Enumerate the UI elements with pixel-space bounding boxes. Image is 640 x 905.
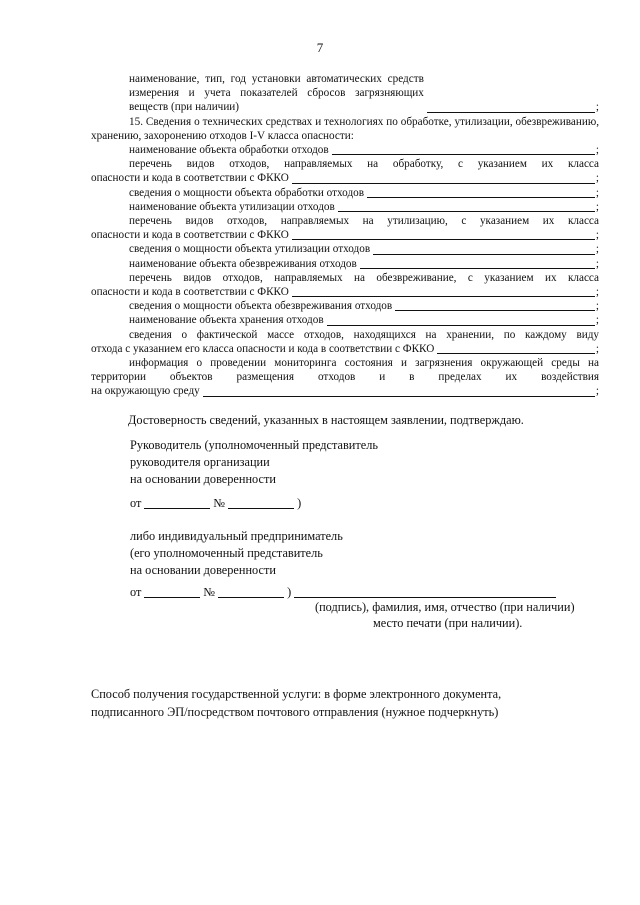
poa-number-blank[interactable] [228,496,294,509]
storage-object-name-label: наименование объекта хранения отходов [129,314,324,327]
signer-organization-line-3: на основании доверенности [130,472,276,486]
from-label: от [130,496,142,510]
utilization-object-name-field[interactable] [91,200,599,214]
neutralization-object-name-blank[interactable] [360,257,595,269]
signature-caption: (подпись), фамилия, имя, отчество (при наличии) [315,600,575,614]
signature-name-blank[interactable] [294,585,556,598]
processing-capacity-blank[interactable] [367,186,595,198]
poa-date-blank[interactable] [144,496,210,509]
terminator: ; [595,385,599,398]
processing-waste-list-blank[interactable] [292,172,595,184]
utilization-waste-list-label-cont: опасности и кода в соответствии с ФККО [91,229,289,242]
signer-organization-block [130,437,378,488]
storage-object-name-field[interactable] [91,313,599,327]
terminator: ; [595,229,599,242]
close-paren: ) [297,496,302,510]
neutralization-waste-list-label: перечень видов отходов, направляемых на обезвреживание, с указанием их класса [129,271,599,284]
terminator: ; [595,144,599,157]
processing-object-name-field[interactable] [91,143,599,157]
utilization-object-name-blank[interactable] [338,200,595,212]
neutralization-object-name-field[interactable] [91,257,599,271]
close-paren: ) [287,585,292,599]
terminator: ; [595,243,599,256]
utilization-capacity-field[interactable] [91,242,599,256]
processing-object-name-label: наименование объекта обработки отходов [129,144,329,157]
processing-capacity-field[interactable] [91,186,599,200]
utilization-waste-list-field[interactable] [91,228,599,242]
processing-capacity-label: сведения о мощности объекта обработки отходов [129,186,365,199]
confirmation-statement: Достоверность сведений, указанных в настоящем заявлении, подтверждаю. [128,413,524,427]
utilization-capacity-blank[interactable] [373,243,595,255]
storage-mass-field[interactable] [91,342,599,356]
neutralization-waste-list-field[interactable] [91,285,599,299]
neutralization-capacity-field[interactable] [91,299,599,313]
storage-object-name-blank[interactable] [327,314,595,326]
terminator: ; [595,186,599,199]
number-sign: № [203,585,216,599]
signer-entrepreneur-block [130,528,343,579]
monitoring-blank[interactable] [203,385,595,397]
number-sign: № [213,496,226,510]
from-label: от [130,585,142,599]
processing-waste-list-label: перечень видов отходов, направляемых на обработку, с указанием их класса [129,158,599,171]
monitoring-label-cont: на окружающую среду [91,385,200,398]
power-of-attorney-entrepreneur[interactable] [130,585,559,600]
delivery-method-line-2: подписанного ЭП/посредством почтового отправления (нужное подчеркнуть) [91,704,499,719]
neutralization-object-name-label: наименование объекта обезвреживания отходов [129,257,357,270]
processing-waste-list-field[interactable] [91,171,599,185]
utilization-object-name-label: наименование объекта утилизации отходов [129,200,335,213]
signer-organization-line-2: руководителя организации [130,455,270,469]
terminator: ; [595,314,599,327]
delivery-method [91,686,501,721]
neutralization-waste-list-blank[interactable] [292,285,595,297]
automatic-meters-blank[interactable] [427,101,595,113]
monitoring-field[interactable] [91,384,599,398]
storage-mass-blank[interactable] [437,342,595,354]
terminator: ; [595,286,599,299]
utilization-waste-list-label: перечень видов отходов, направляемых на утилизацию, с указанием их класса [129,215,599,228]
page-number: 7 [316,40,324,55]
automatic-meters-field[interactable] [91,72,599,115]
terminator: ; [595,200,599,213]
signer-organization-line-1: Руководитель (уполномоченный представитель [130,438,378,452]
storage-mass-label-cont: отхода с указанием его класса опасности и кода в соответствии с ФККО [91,342,435,355]
automatic-meters-label: наименование, тип, год установки автоматических средств измерения и учета показателей сбросов загрязняющих веществ (при наличии) [129,73,424,114]
terminator: ; [595,257,599,270]
neutralization-capacity-label: сведения о мощности объекта обезвреживания отходов [129,300,393,313]
section-15-heading: 15. Сведения о технических средствах и технологиях по обработке, утилизации, обезвреживанию, хранению, захоронению отходов I-V класса опасности: [91,115,599,142]
stamp-caption: место печати (при наличии). [373,616,523,630]
utilization-waste-list-blank[interactable] [292,228,595,240]
terminator: ; [595,101,599,114]
neutralization-capacity-blank[interactable] [395,299,595,311]
poa-number-blank[interactable] [218,585,284,598]
power-of-attorney-organization[interactable] [130,496,301,511]
signer-entrepreneur-line-2: (его уполномоченный представитель [130,546,323,560]
processing-object-name-blank[interactable] [332,143,595,155]
storage-mass-label: сведения о фактической массе отходов, находящихся на хранении, по каждому виду [129,328,599,341]
terminator: ; [595,172,599,185]
form-body [91,72,599,399]
utilization-capacity-label: сведения о мощности объекта утилизации отходов [129,243,371,256]
neutralization-waste-list-label-cont: опасности и кода в соответствии с ФККО [91,286,289,299]
monitoring-label: информация о проведении мониторинга состояния и загрязнения окружающей среды на территории объектов размещения отходов и в пределах их воздействия [91,357,599,384]
terminator: ; [595,342,599,355]
poa-date-blank[interactable] [144,585,200,598]
terminator: ; [595,300,599,313]
signer-entrepreneur-line-1: либо индивидуальный предприниматель [130,529,343,543]
processing-waste-list-label-cont: опасности и кода в соответствии с ФККО [91,172,289,185]
signer-entrepreneur-line-3: на основании доверенности [130,563,276,577]
delivery-method-line-1: Способ получения государственной услуги: в форме электронного документа, [91,687,502,701]
